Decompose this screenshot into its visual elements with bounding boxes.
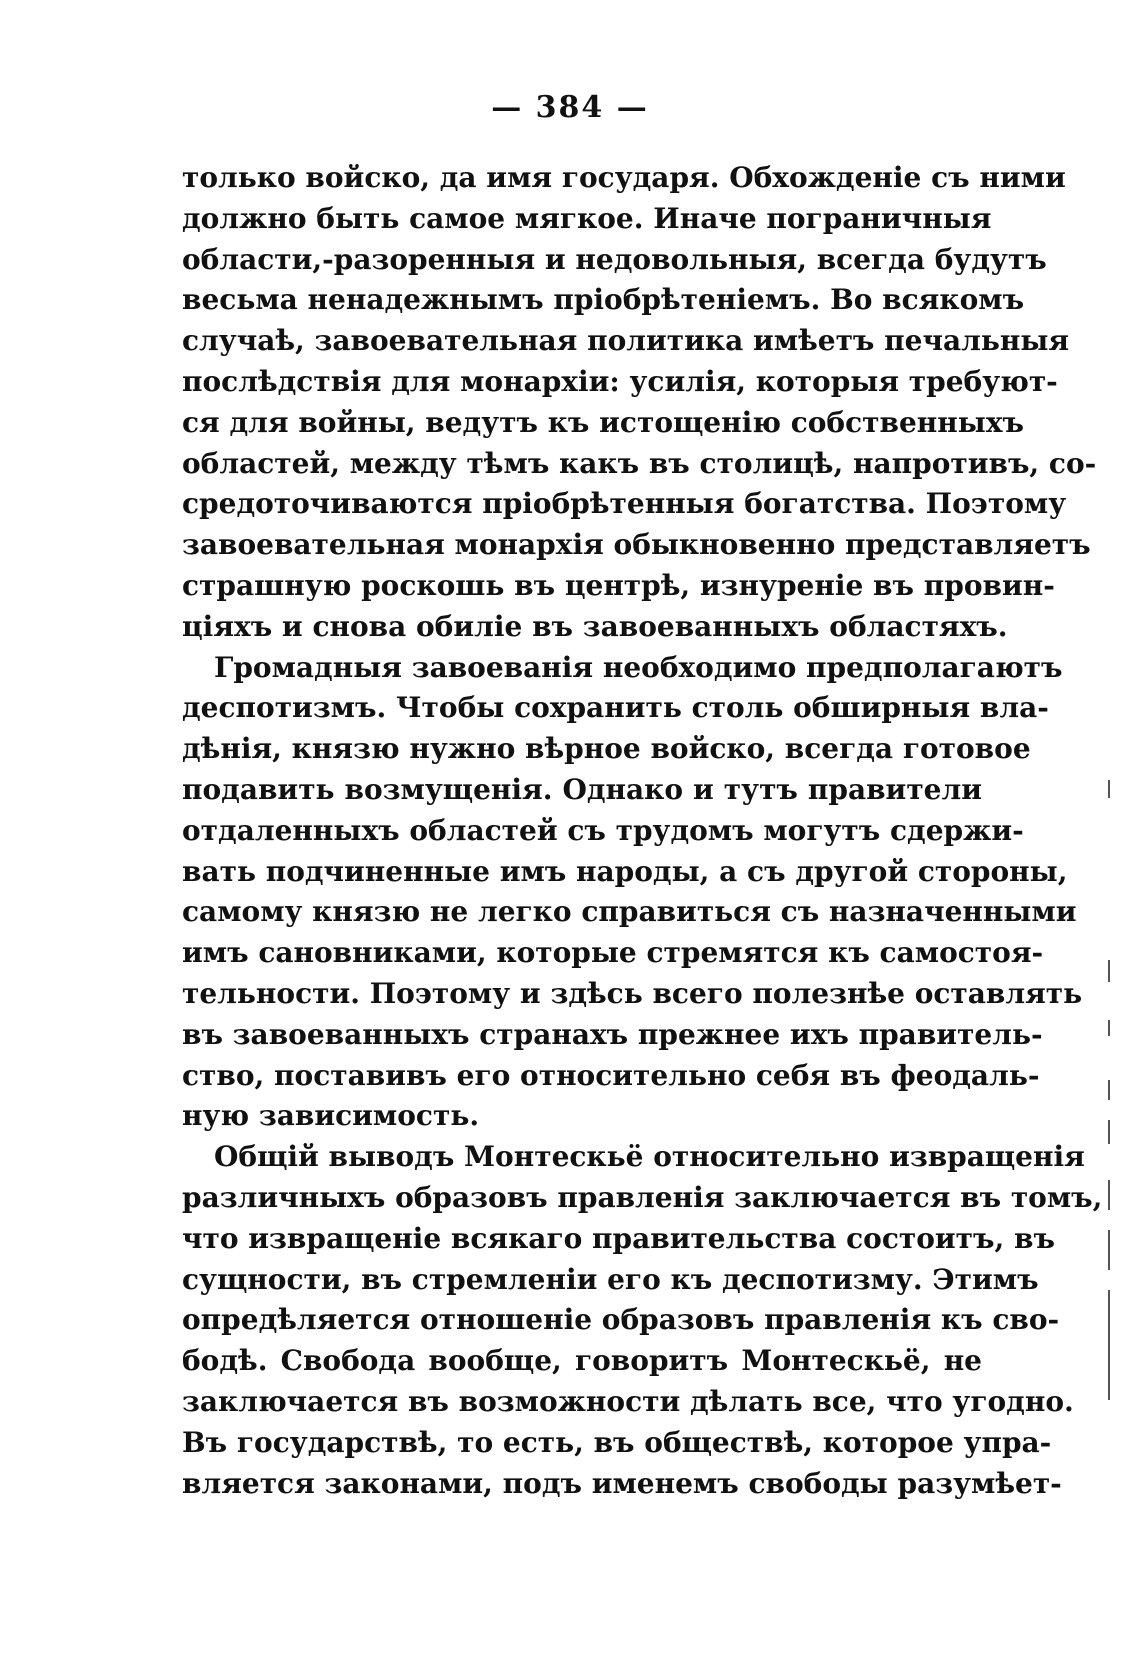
text-line: отдаленныхъ областей съ трудомъ могутъ сдержи- [182, 813, 1024, 847]
text-line: ную зависимость. [182, 1099, 480, 1133]
paragraph [182, 648, 1083, 1138]
text-line: послѣдствія для монархіи: усилія, которыя требуют- [182, 364, 1058, 398]
scan-mark [1108, 780, 1110, 798]
text-line: завоевательная монархія обыкновенно представляетъ [182, 528, 1091, 562]
text-line: деспотизмъ. Чтобы сохранить столь обширныя вла- [182, 691, 1049, 725]
paragraph [182, 158, 1097, 648]
scan-gutter-marks [1108, 780, 1112, 1400]
text-line: подавить возмущенія. Однако и тутъ правители [182, 772, 982, 806]
text-line: вать подчиненные имъ народы, а съ другой стороны, [182, 854, 1068, 888]
text-line: весьма ненадежнымъ пріобрѣтеніемъ. Во всякомъ [182, 283, 1025, 317]
scan-mark [1108, 1180, 1110, 1210]
text-line: случаѣ, завоевательная политика имѣетъ печальныя [182, 324, 1070, 358]
text-line: что извращеніе всякаго правительства состоитъ, въ [182, 1221, 1055, 1255]
page-number: — 384 — [491, 90, 649, 125]
scan-mark [1108, 1230, 1110, 1270]
text-line: вляется законами, подъ именемъ свободы разумѣет- [182, 1466, 1062, 1500]
text-line: страшную роскошь въ центрѣ, изнуреніе въ провин- [182, 568, 1055, 602]
text-line: тельности. Поэтому и здѣсь всего полезнѣе оставлять [182, 976, 1083, 1010]
scan-mark [1108, 1290, 1110, 1400]
text-line: только войско, да имя государя. Обхожденіе съ ними [182, 161, 1066, 194]
scan-mark [1108, 1020, 1110, 1036]
text-line: Громадныя завоеванія необходимо предполагаютъ [214, 650, 1063, 684]
text-line: имъ сановниками, которые стремятся къ самостоя- [182, 936, 1044, 970]
paragraph [182, 1137, 1103, 1504]
text-line: самому князю не легко справиться съ назначенными [182, 895, 1077, 929]
text-line: Въ государствѣ, то есть, въ обществѣ, которое упра- [182, 1425, 1052, 1459]
text-line: дѣнія, князю нужно вѣрное войско, всегда готовое [182, 732, 1031, 766]
text-line: различныхъ образовъ правленія заключается въ томъ, [182, 1180, 1103, 1214]
scan-mark [1108, 1120, 1110, 1144]
text-line: областей, между тѣмъ какъ въ столицѣ, напротивъ, со- [182, 446, 1097, 480]
text-line: области,-разоренныя и недовольныя, всегда будутъ [182, 242, 1047, 276]
text-line: Общій выводъ Монтескьё относительно извращенія [214, 1140, 1085, 1174]
text-line: бодѣ. Свобода вообще, говоритъ Монтескьё, не [182, 1344, 982, 1378]
text-line: должно быть самое мягкое. Иначе пограничныя [182, 201, 992, 235]
body-text [182, 158, 1103, 1504]
scan-mark [1108, 1080, 1110, 1100]
text-line: средоточиваются пріобрѣтенныя богатства. Поэтому [182, 487, 1067, 521]
text-line: ціяхъ и снова обиліе въ завоеванныхъ областяхъ. [182, 609, 1008, 643]
scan-mark [1108, 960, 1110, 982]
text-line: въ завоеванныхъ странахъ прежнее ихъ правитель- [182, 1017, 1043, 1051]
text-line: ся для войны, ведутъ къ истощенію собственныхъ [182, 405, 1024, 439]
text-line: сущности, въ стремленіи его къ деспотизму. Этимъ [182, 1262, 1039, 1296]
text-line: опредѣляется отношеніе образовъ правленія къ сво- [182, 1303, 1060, 1337]
text-line: заключается въ возможности дѣлать все, что угодно. [182, 1384, 1074, 1418]
text-line: ство, поставивъ его относительно себя въ феодаль- [182, 1058, 1040, 1092]
